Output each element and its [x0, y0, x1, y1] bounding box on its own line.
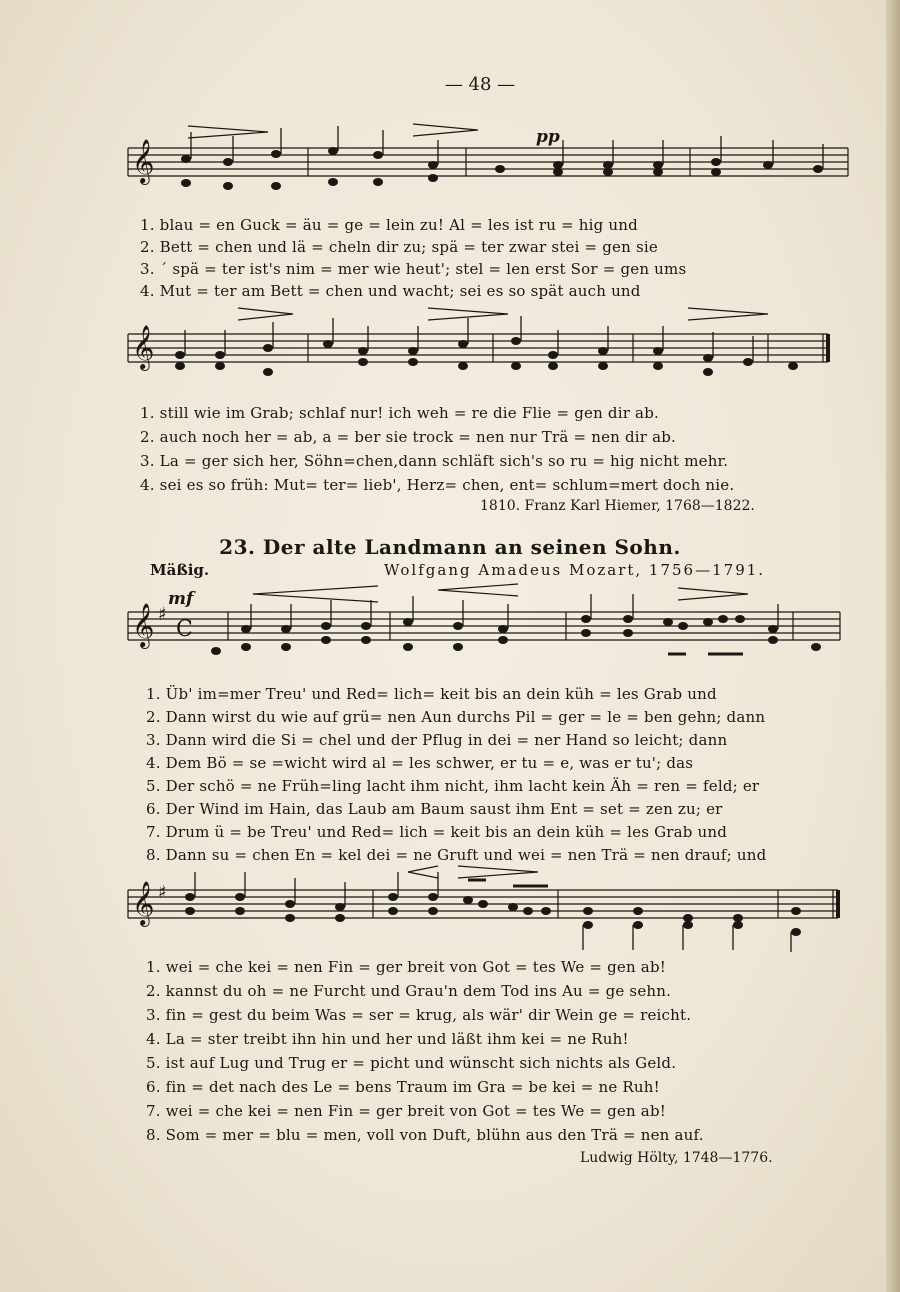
key-signature-sharp-icon: ♯ [158, 882, 167, 903]
treble-clef-icon: 𝄞 [132, 139, 155, 183]
treble-clef-icon: 𝄞 [132, 325, 155, 369]
staff-system-4 [128, 860, 848, 955]
lyric-line: 2. Dann wirst du wie auf grü= nen Aun durchs Pil = ger = le = ben gehn; dann [146, 708, 766, 726]
lyric-line: 1. wei = che kei = nen Fin = ger breit von Got = tes We = gen ab! [146, 958, 666, 976]
key-signature-sharp-icon: ♯ [158, 604, 167, 625]
lyric-line: 4. sei es so früh: Mut= ter= lieb', Herz= chen, ent= schlum=mert doch nie. [140, 476, 735, 494]
lyric-line: 5. Der schö = ne Früh=ling lacht ihm nicht, ihm lacht kein Äh = ren = feld; er [146, 777, 760, 795]
treble-clef-icon: 𝄞 [132, 603, 155, 647]
lyric-line: 4. Mut = ter am Bett = chen und wacht; sei es so spät auch und [140, 282, 641, 300]
lyric-line: 8. Som = mer = blu = men, voll von Duft, blühn aus den Trä = nen auf. [146, 1126, 704, 1144]
lyric-line: 1. blau = en Guck = äu = ge = lein zu! Al = les ist ru = hig und [140, 216, 638, 234]
lyric-line: 7. Drum ü = be Treu' und Red= lich = keit bis an dein küh = les Grab und [146, 823, 728, 841]
lyric-line: 7. wei = che kei = nen Fin = ger breit von Got = tes We = gen ab! [146, 1102, 666, 1120]
lyric-line: 2. Bett = chen und lä = cheln dir zu; spä = ter zwar stei = gen sie [140, 238, 658, 256]
treble-clef-icon: 𝄞 [132, 881, 155, 925]
lyric-line: 1. still wie im Grab; schlaf nur! ich weh = re die Flie = gen dir ab. [140, 404, 659, 422]
common-time-icon: C [176, 617, 193, 642]
lyric-line: 6. fin = det nach des Le = bens Traum im Gra = be kei = ne Ruh! [146, 1078, 660, 1096]
song-credit: Ludwig Hölty, 1748—1776. [580, 1150, 773, 1166]
lyric-line: 2. kannst du oh = ne Furcht und Grau'n dem Tod ins Au = ge sehn. [146, 982, 672, 1000]
lyric-line: 3. Dann wird die Si = chel und der Pflug in dei = ner Hand so leicht; dann [146, 731, 728, 749]
lyric-line: 3. fin = gest du beim Was = ser = krug, als wär' dir Wein ge = reicht. [146, 1006, 692, 1024]
song-credit: 1810. Franz Karl Hiemer, 1768—1822. [480, 498, 755, 514]
lyric-line: 6. Der Wind im Hain, das Laub am Baum saust ihm Ent = set = zen zu; er [146, 800, 723, 818]
dynamic-pp: pp [536, 127, 560, 147]
lyric-line: 5. ist auf Lug und Trug er = picht und wünscht sich nichts als Geld. [146, 1054, 677, 1072]
lyric-line: 1. Üb' im=mer Treu' und Red= lich= keit bis an dein küh = les Grab und [146, 685, 717, 703]
lyric-line: 2. auch noch her = ab, a = ber sie trock = nen nur Trä = nen dir ab. [140, 428, 677, 446]
lyric-line: 3. La = ger sich her, Söhn=chen,dann schläft sich's so ru = hig nicht mehr. [140, 452, 729, 470]
lyric-line: 4. Dem Bö = se =wicht wird al = les schwer, er tu = e, was er tu'; das [146, 754, 694, 772]
page-number: — 48 — [444, 74, 516, 95]
staff-system-3 [128, 582, 848, 677]
page-edge [886, 0, 900, 1292]
tempo-marking: Mäßig. [150, 561, 210, 579]
staff-system-2 [128, 300, 848, 400]
composer-credit: Wolfgang Amadeus Mozart, 1756—1791. [384, 561, 766, 579]
lyric-line: 3. ´ spä = ter ist's nim = mer wie heut'; stel = len erst Sor = gen ums [140, 260, 687, 278]
dynamic-mf: mf [168, 589, 194, 609]
staff-system-1 [128, 118, 848, 208]
lyric-line: 8. Dann su = chen En = kel dei = ne Gruft und wei = nen Trä = nen drauf; und [146, 846, 767, 864]
lyric-line: 4. La = ster treibt ihn hin und her und läßt ihm kei = ne Ruh! [146, 1030, 629, 1048]
song-title: 23. Der alte Landmann an seinen Sohn. [219, 535, 681, 559]
